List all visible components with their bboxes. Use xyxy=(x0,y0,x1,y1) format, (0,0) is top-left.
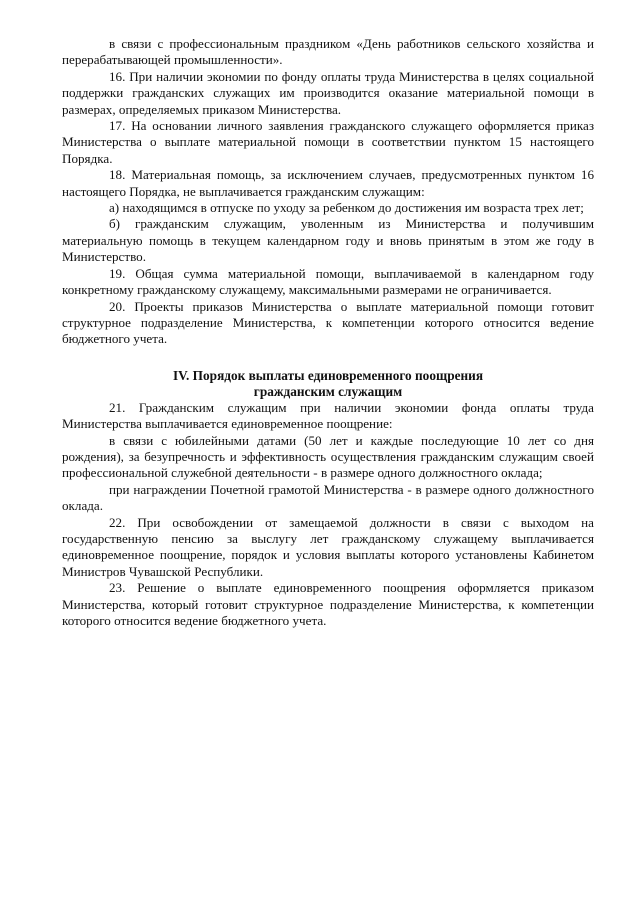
paragraph-21: 21. Гражданским служащим при наличии экономии фонда оплаты труда Министерства выплачивается единовременное поощрение: xyxy=(62,399,594,432)
document-page xyxy=(62,36,594,629)
paragraph-17: 17. На основании личного заявления гражданского служащего оформляется приказ Министерства о выплате материальной помощи в соответствии пунктом 15 настоящего Порядка. xyxy=(62,118,594,166)
paragraph-21-award: при награждении Почетной грамотой Министерства - в размере одного должностного оклада. xyxy=(62,481,594,514)
paragraph-16: 16. При наличии экономии по фонду оплаты труда Министерства в целях социальной поддержки гражданских служащих им производится оказание материальной помощи в размерах, определяемых приказом Министерства. xyxy=(62,68,594,117)
paragraph-18-b: б) гражданским служащим, уволенным из Министерства и получившим материальную помощь в текущем календарном году и вновь принятым в этом же году в Министерство. xyxy=(62,216,594,265)
section-heading-line-2: гражданским служащим xyxy=(253,383,403,399)
paragraph-19: 19. Общая сумма материальной помощи, выплачиваемой в календарном году конкретному гражданскому служащему, максимальными размерами не ограничивается. xyxy=(62,265,594,298)
paragraph-21-jubilee: в связи с юбилейными датами (50 лет и каждые последующие 10 лет со дня рождения), за безупречность и эффективность осуществления гражданским служащим своей профессиональной служебной деятельности - в размере одного должностного оклада; xyxy=(62,432,594,481)
section-heading-line-1: IV. Порядок выплаты единовременного поощрения xyxy=(172,367,484,383)
paragraph-18-a: а) находящимся в отпуске по уходу за ребенком до достижения им возраста трех лет; xyxy=(109,200,584,216)
paragraph-23: 23. Решение о выплате единовременного поощрения оформляется приказом Министерства, который готовит структурное подразделение Министерства, к компетенции которого относится ведение бюджетного учета. xyxy=(62,580,594,628)
paragraph-20: 20. Проекты приказов Министерства о выплате материальной помощи готовит структурное подразделение Министерства, к компетенции которого относится ведение бюджетного учета. xyxy=(62,298,594,347)
paragraph-15-continuation: в связи с профессиональным праздником «День работников сельского хозяйства и перерабатывающей промышленности». xyxy=(62,36,594,68)
paragraph-22: 22. При освобождении от замещаемой должности в связи с выходом на государственную пенсию за выслугу лет гражданскому служащему выплачивается единовременное поощрение, порядок и условия выплаты которого установлены Кабинетом Министров Чувашской Республики. xyxy=(62,514,594,579)
paragraph-18: 18. Материальная помощь, за исключением случаев, предусмотренных пунктом 16 настоящего Порядка, не выплачивается гражданским служащим: xyxy=(62,167,594,199)
section-heading xyxy=(62,368,594,400)
